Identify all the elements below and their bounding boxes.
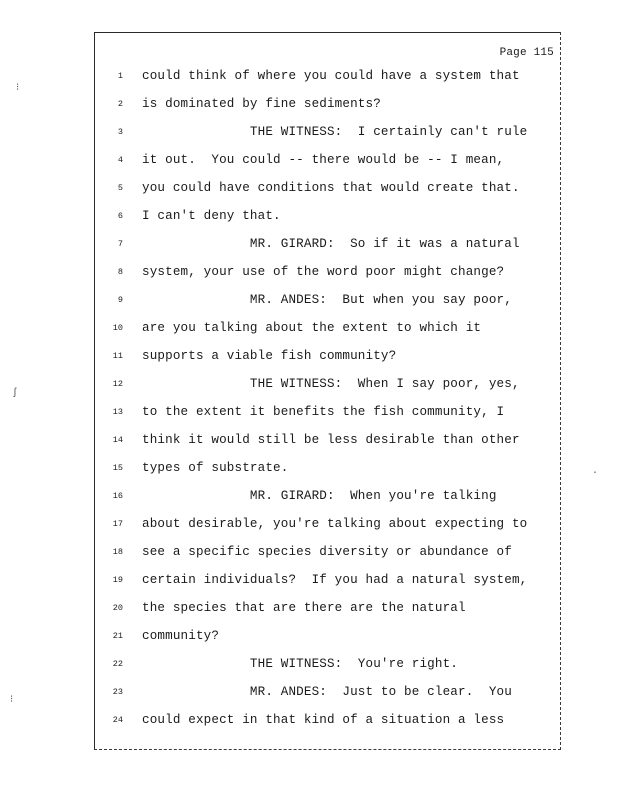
transcript-line [95,349,560,369]
line-text: the species that are there are the natural [142,601,466,615]
line-number: 22 [112,659,123,669]
line-text: to the extent it benefits the fish community, I [142,405,505,419]
line-text: system, your use of the word poor might change? [142,265,505,279]
line-text: MR. ANDES: Just to be clear. You [142,685,512,699]
line-text: is dominated by fine sediments? [142,97,381,111]
line-text: supports a viable fish community? [142,349,397,363]
line-number: 9 [117,295,123,305]
line-text: it out. You could -- there would be -- I mean, [142,153,505,167]
line-number: 6 [117,211,123,221]
line-number: 15 [112,463,123,473]
line-number: 4 [117,155,123,165]
transcript-line [95,545,560,565]
transcript-line [95,237,560,257]
transcript-line [95,153,560,173]
transcript-line [95,265,560,285]
line-text: MR. GIRARD: So if it was a natural [142,237,520,251]
transcript-line [95,713,560,733]
transcript-line [95,405,560,425]
line-text: THE WITNESS: I certainly can't rule [142,125,528,139]
transcript-line [95,125,560,145]
line-text: community? [142,629,220,643]
line-text: could think of where you could have a system that [142,69,520,83]
scan-mark: ⁝ [16,83,20,94]
line-number: 7 [117,239,123,249]
page-number: Page 115 [499,47,554,59]
line-number: 16 [112,491,123,501]
line-text: you could have conditions that would create that. [142,181,520,195]
line-text: THE WITNESS: You're right. [142,657,459,671]
line-text: could expect in that kind of a situation a less [142,713,505,727]
line-text: certain individuals? If you had a natural system, [142,573,528,587]
transcript-line [95,181,560,201]
transcript-line [95,69,560,89]
transcript-line [95,377,560,397]
line-number: 1 [117,71,123,81]
line-text: think it would still be less desirable than other [142,433,520,447]
line-number: 11 [112,351,123,361]
line-number: 12 [112,379,123,389]
line-number: 20 [112,603,123,613]
transcript-line [95,461,560,481]
line-number: 21 [112,631,123,641]
transcript-line [95,97,560,117]
scan-mark: · [592,468,599,479]
transcript-line [95,601,560,621]
line-number: 18 [112,547,123,557]
line-number: 24 [112,715,123,725]
transcript-page [94,32,561,750]
line-text: about desirable, you're talking about expecting to [142,517,528,531]
transcript-line [95,657,560,677]
transcript-line [95,573,560,593]
line-number: 19 [112,575,123,585]
transcript-line [95,489,560,509]
line-text: see a specific species diversity or abundance of [142,545,512,559]
line-text: THE WITNESS: When I say poor, yes, [142,377,520,391]
line-number: 23 [112,687,123,697]
line-number: 8 [117,267,123,277]
line-number: 2 [117,99,123,109]
line-number: 3 [117,127,123,137]
scan-mark: ʃ [12,388,19,399]
transcript-line [95,685,560,705]
transcript-line [95,293,560,313]
line-text: MR. ANDES: But when you say poor, [142,293,512,307]
line-number: 14 [112,435,123,445]
transcript-line [95,321,560,341]
transcript-line [95,629,560,649]
line-text: are you talking about the extent to which it [142,321,482,335]
line-number: 17 [112,519,123,529]
scan-mark: ⁝ [10,695,14,706]
transcript-line [95,517,560,537]
line-text: I can't deny that. [142,209,281,223]
line-text: types of substrate. [142,461,289,475]
line-number: 5 [117,183,123,193]
transcript-line [95,433,560,453]
line-number: 10 [112,323,123,333]
line-text: MR. GIRARD: When you're talking [142,489,497,503]
transcript-line [95,209,560,229]
line-number: 13 [112,407,123,417]
